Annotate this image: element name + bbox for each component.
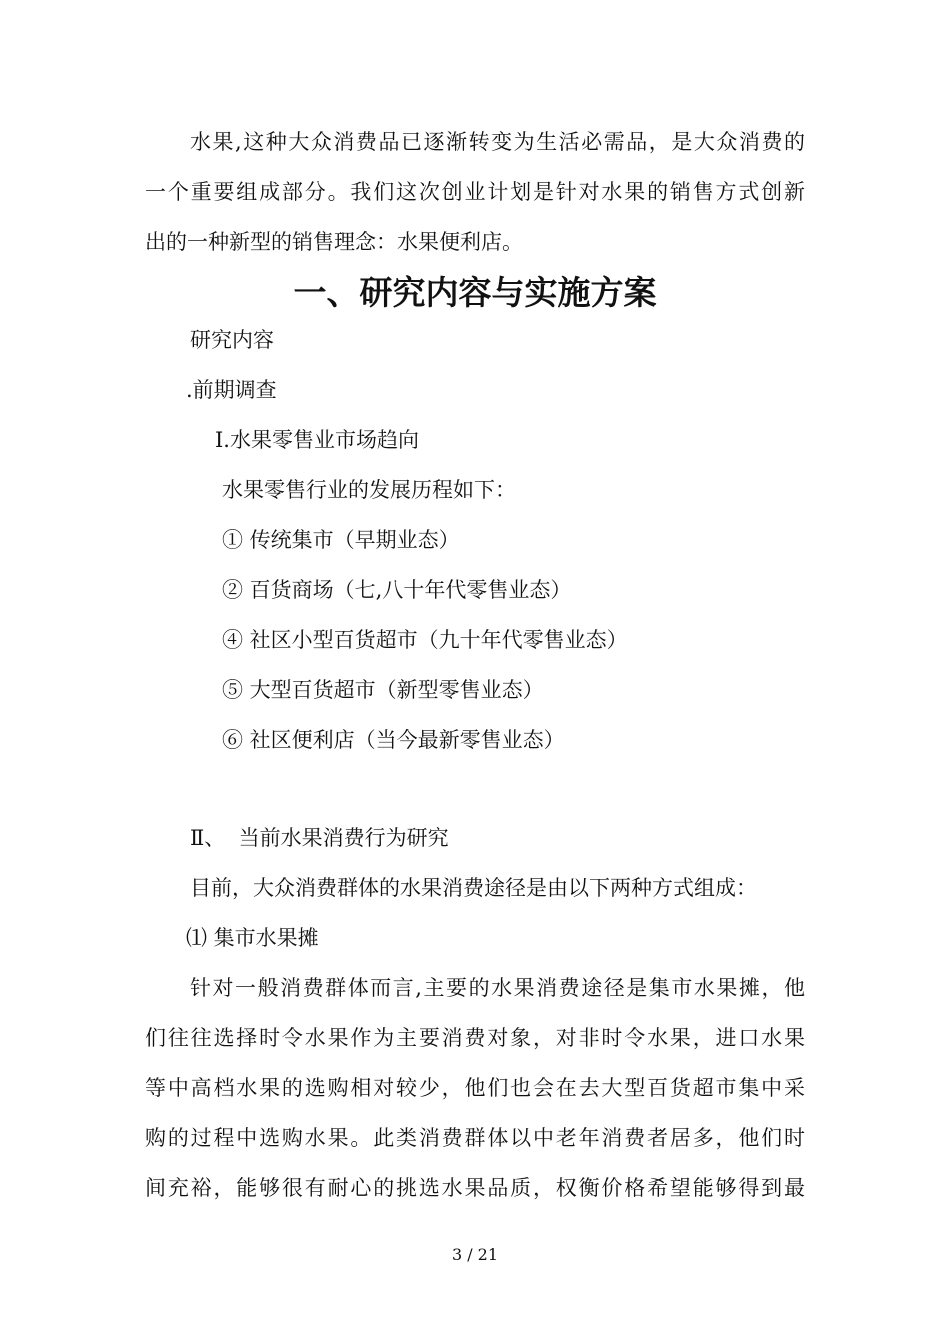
list-item: ⑤ 大型百货超市（新型零售业态） <box>222 678 544 702</box>
part2-title: Ⅱ、 当前水果消费行为研究 <box>190 826 449 850</box>
list-item: ④ 社区小型百货超市（九十年代零售业态） <box>222 628 628 652</box>
intro-line-3: 出的一种新型的销售理念：水果便利店。 <box>145 230 523 254</box>
list-item: ⑥ 社区便利店（当今最新零售业态） <box>222 728 565 752</box>
page-number: 3 / 21 <box>451 1245 499 1264</box>
part1-intro: 水果零售行业的发展历程如下： <box>222 478 516 502</box>
part2-intro: 目前，大众消费群体的水果消费途径是由以下两种方式组成： <box>190 876 757 900</box>
intro-line-2: 一个重要组成部分。我们这次创业计划是针对水果的销售方式创新 <box>145 180 805 204</box>
sub1-title: ⑴ 集市水果摊 <box>186 926 319 950</box>
list-item: ① 传统集市（早期业态） <box>222 528 460 552</box>
part1-title: Ⅰ.水果零售业市场趋向 <box>215 428 419 452</box>
paragraph-line: 等中高档水果的选购相对较少，他们也会在去大型百货超市集中采 <box>145 1076 805 1100</box>
paragraph-line: 们往往选择时令水果作为主要消费对象，对非时令水果，进口水果 <box>145 1026 805 1050</box>
list-item: ② 百货商场（七,八十年代零售业态） <box>222 578 572 602</box>
paragraph-line: 间充裕，能够很有耐心的挑选水果品质，权衡价格希望能够得到最 <box>145 1176 805 1200</box>
paragraph-line: 购的过程中选购水果。此类消费群体以中老年消费者居多，他们时 <box>145 1126 805 1150</box>
intro-line-1: 水果,这种大众消费品已逐渐转变为生活必需品，是大众消费的 <box>190 130 805 154</box>
sub-heading: .前期调查 <box>186 378 277 402</box>
subsection-title: 研究内容 <box>190 328 274 352</box>
section-heading: 一、研究内容与实施方案 <box>293 273 657 312</box>
paragraph-line: 针对一般消费群体而言,主要的水果消费途径是集市水果摊，他 <box>190 976 805 1000</box>
